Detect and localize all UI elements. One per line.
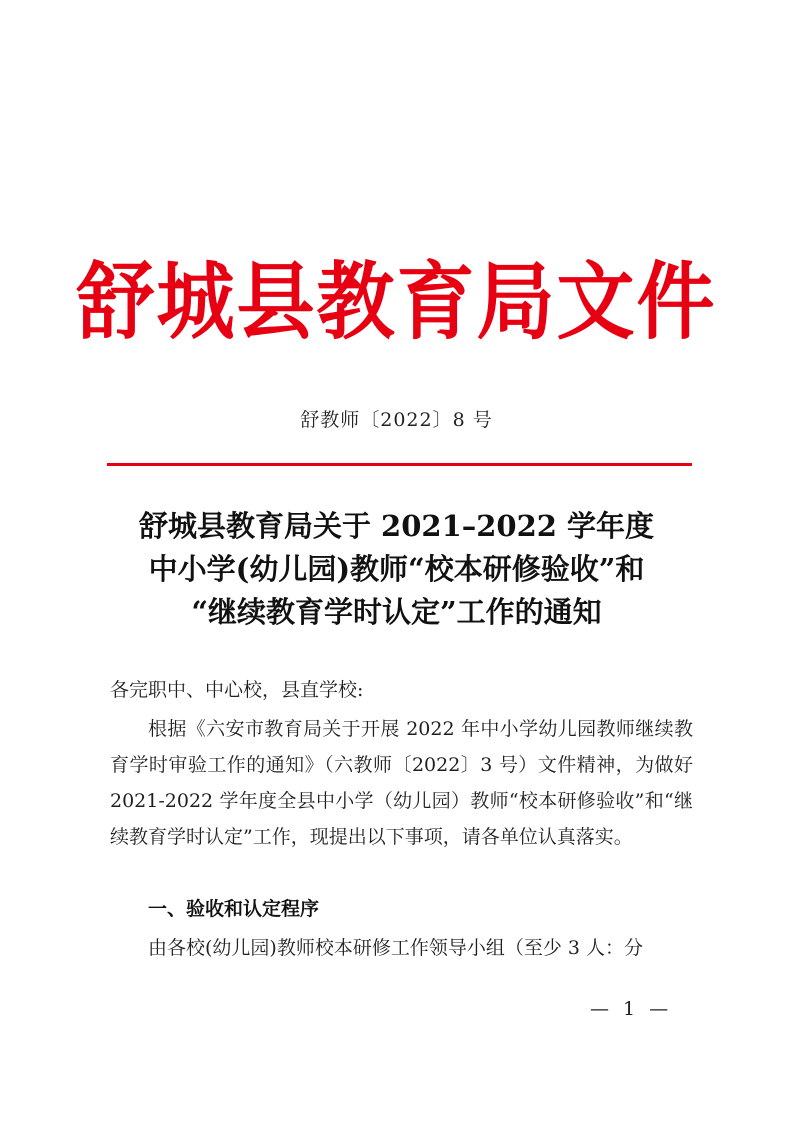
title-line: 中小学(幼儿园)教师“校本研修验收”和 xyxy=(148,552,645,586)
issuer-red-header: 舒城县教育局文件 xyxy=(76,253,717,352)
document-title xyxy=(0,505,793,634)
body-paragraph: 根据《六安市教育局关于开展 2022 年中小学幼儿园教师继续教育学时审验工作的通知》（六教师〔2022〕3 号）文件精神，为做好 2021-2022 学年度全县中小学（幼儿园）教师“校本研修验收”和“继续教育学时认定”工作，现提出以下事项，请各单位认真落实。 xyxy=(110,718,693,848)
title-line: 舒城县教育局关于 2021–2022 学年度 xyxy=(138,509,655,543)
title-line: “继续教育学时认定”工作的通知 xyxy=(191,595,602,629)
body-paragraph-start: 由各校(幼儿园)教师校本研修工作领导小组（至少 3 人：分 xyxy=(148,937,643,959)
section-heading: 一、验收和认定程序 xyxy=(148,898,320,920)
addressee: 各完职中、中心校，县直学校: xyxy=(110,679,364,701)
page-number: — 1 — xyxy=(590,998,673,1020)
document-number: 舒教师〔2022〕8 号 xyxy=(300,409,493,431)
red-separator-line xyxy=(107,463,692,466)
